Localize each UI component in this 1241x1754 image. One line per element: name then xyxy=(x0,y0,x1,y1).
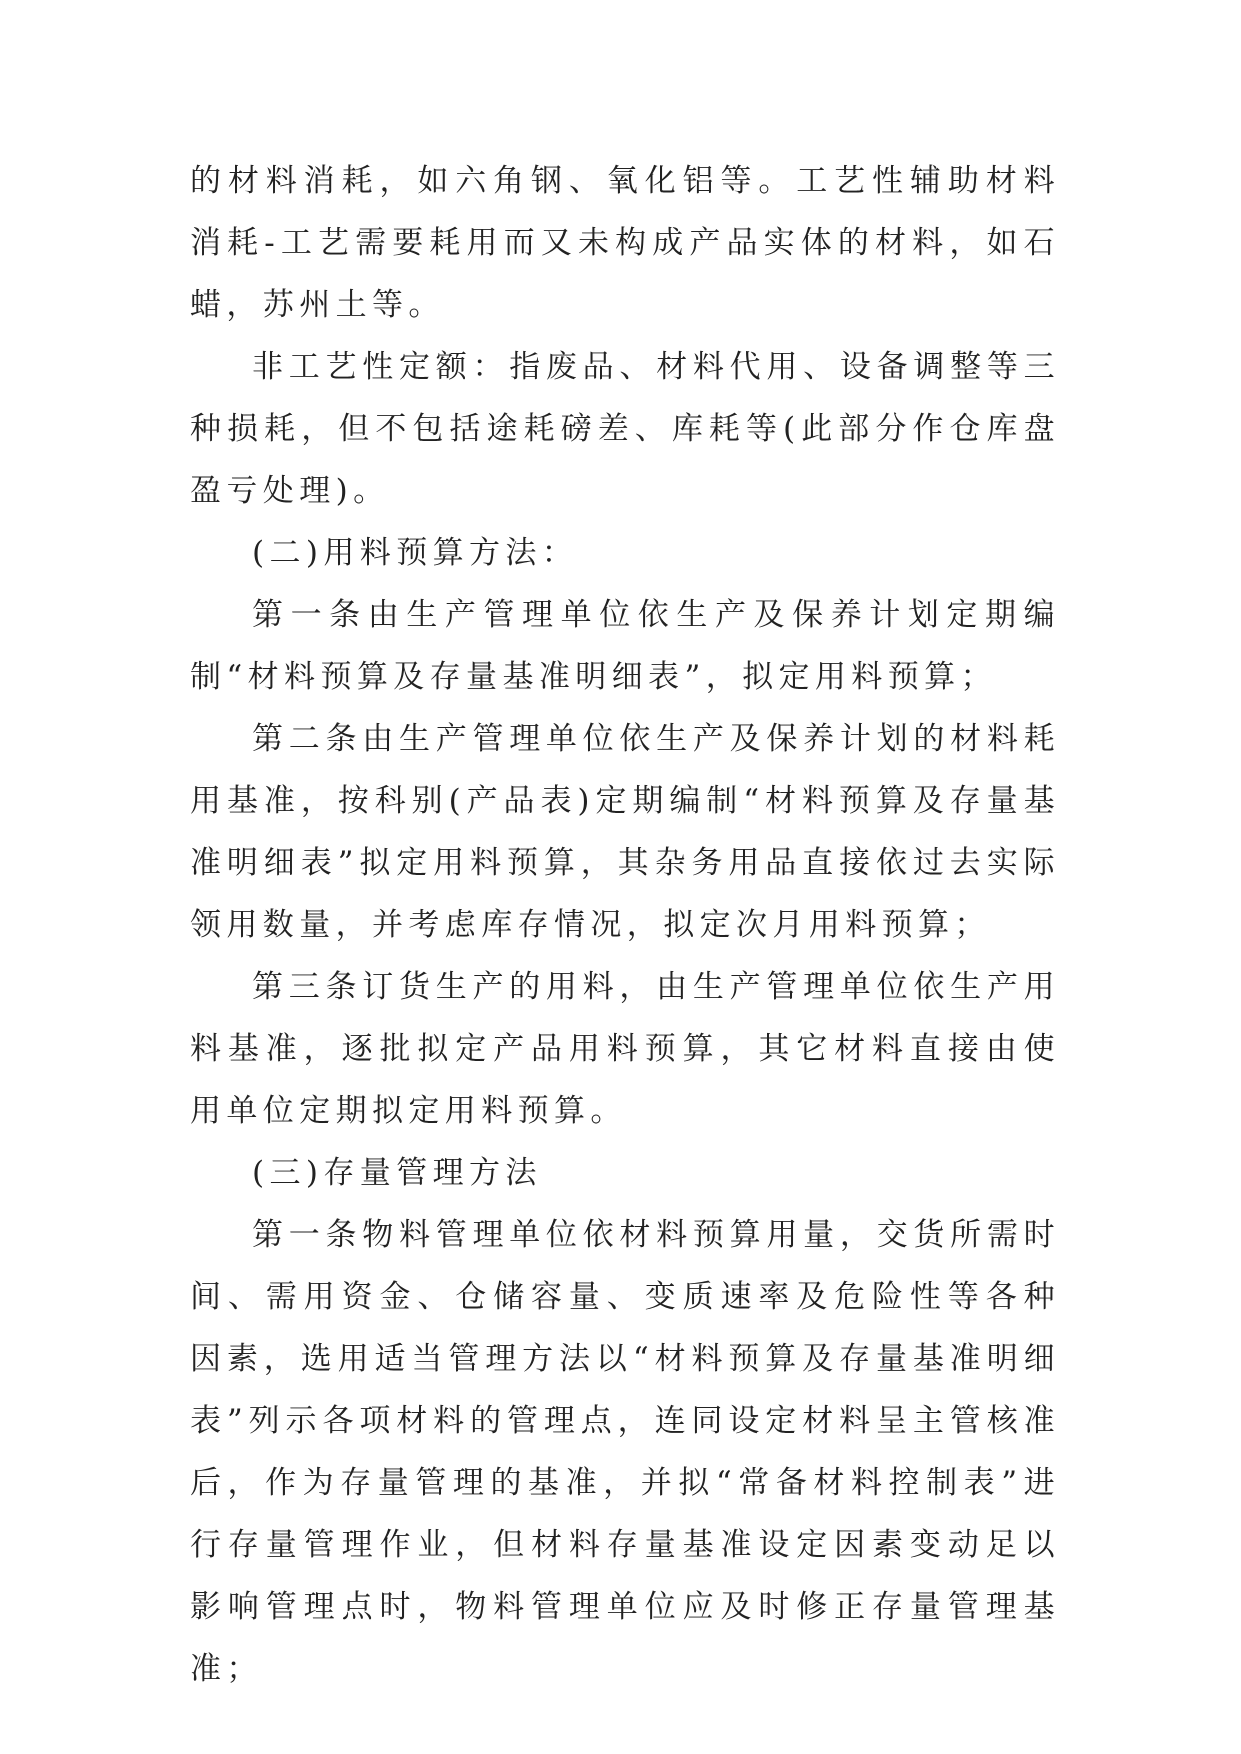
section-heading-stock-method: (三)存量管理方法 xyxy=(252,1155,542,1191)
section-heading-budget-method: (二)用料预算方法： xyxy=(252,535,579,571)
paragraph-stock-article-1: 第一条物料管理单位依材料预算用量，交货所需时间、需用资金、仓储容量、变质速率及危险性等各种因素，选用适当管理方法以“材料预算及存量基准明细表”列示各项材料的管理点，连同设定材料呈主管核准后，作为存量管理的基准，并拟“常备材料控制表”进行存量管理作业，但材料存量基准设定因素变动足以影响管理点时，物料管理单位应及时修正存量管理基准； xyxy=(190,1217,1060,1687)
paragraph-article-2: 第二条由生产管理单位依生产及保养计划的材料耗用基准，按科别(产品表)定期编制“材料预算及存量基准明细表”拟定用料预算，其杂务用品直接依过去实际领用数量，并考虑库存情况，拟定次月用料预算； xyxy=(190,721,1060,943)
paragraph-article-1: 第一条由生产管理单位依生产及保养计划定期编制“材料预算及存量基准明细表”，拟定用料预算； xyxy=(190,597,1060,695)
paragraph-continuation: 的材料消耗，如六角钢、氧化铝等。工艺性辅助材料消耗-工艺需要耗用而又未构成产品实体的材料，如石蜡，苏州土等。 xyxy=(190,163,1060,323)
document-body xyxy=(190,150,1060,1700)
paragraph-article-3: 第三条订货生产的用料，由生产管理单位依生产用料基准，逐批拟定产品用料预算，其它材料直接由使用单位定期拟定用料预算。 xyxy=(190,969,1060,1129)
paragraph-non-process-quota: 非工艺性定额：指废品、材料代用、设备调整等三种损耗，但不包括途耗磅差、库耗等(此部分作仓库盘盈亏处理)。 xyxy=(190,349,1060,509)
